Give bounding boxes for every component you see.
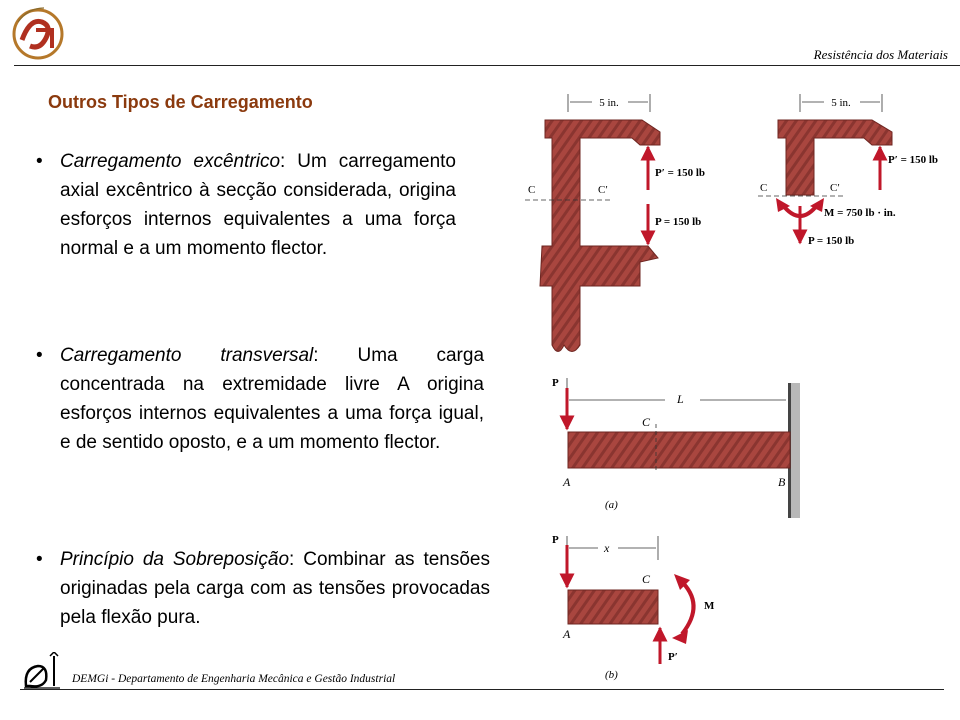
bullet-superposition: • Princípio da Sobreposição: Combinar as tensões originadas pela carga com as tensões provocadas pela flexão pura.: [60, 545, 490, 632]
free-body-label-a: A: [563, 627, 571, 641]
clamp-section-figure: [758, 94, 938, 247]
cantilever-label-l: L: [677, 392, 684, 406]
free-body-label-p: P: [552, 534, 559, 546]
cantilever-label-c: C: [642, 415, 651, 429]
cantilever-label-b: B: [778, 475, 786, 489]
footer-divider: [20, 689, 944, 690]
header-title: Resistência dos Materiais: [813, 47, 948, 62]
free-body-label-m: M: [704, 600, 715, 612]
wall-support: [790, 383, 800, 518]
free-body-moment-arrow: [680, 580, 694, 634]
bullet-eccentric-loading: • Carregamento excêntrico: Um carregamento axial excêntrico à secção considerada, origina esforços internos equivalentes a uma força normal e a um momento flector.: [60, 147, 456, 263]
section-label-moment: M = 750 lb · in.: [824, 207, 896, 219]
free-body-label-x: x: [604, 541, 610, 555]
section-label-p: P = 150 lb: [808, 235, 855, 247]
bullet-text: Uma carga concentrada na extremidade livre A origina esforços internos equivalentes a uma força igual, e de sentido oposto, e a um momento flector.: [60, 345, 485, 453]
clamp-label-c: C: [528, 184, 536, 196]
cantilever-label-a: A: [563, 475, 571, 489]
clamp-dim-label: 5 in.: [599, 97, 619, 109]
bullet-dot: •: [36, 549, 43, 570]
section-label-c-prime: C′: [830, 182, 840, 194]
bullet-dot: •: [36, 345, 43, 366]
bullet-lead: Princípio da Sobreposição: [60, 549, 290, 570]
bullet-text: Um carregamento axial excêntrico à secção considerada, origina esforços internos equivalentes a uma força normal e a um momento flector.: [60, 151, 457, 259]
cantilever-figure: [552, 377, 800, 518]
section-label-p-prime: P′ = 150 lb: [888, 154, 939, 166]
clamp-label-c-prime: C′: [598, 184, 608, 196]
clamp-figure: [525, 94, 705, 352]
section-label-c: C: [760, 182, 768, 194]
clamp-label-p-prime: P′ = 150 lb: [655, 167, 706, 179]
bullet-text: Combinar as tensões originadas pela carga com as tensões provocadas pela flexão pura.: [60, 549, 491, 628]
cantilever-caption: (a): [605, 499, 618, 511]
free-body-label-p-prime: P′: [668, 651, 678, 663]
free-body-figure: [552, 534, 715, 681]
slide-title: Outros Tipos de Carregamento: [48, 92, 313, 112]
cantilever-beam: [568, 432, 790, 468]
footer-text: DEMGi - Departamento de Engenharia Mecânica e Gestão Industrial: [72, 673, 396, 685]
bullet-transverse-loading: • Carregamento transversal: Uma carga concentrada na extremidade livre A origina esforços internos equivalentes a uma força igual, e de sentido oposto, e a um momento flector.: [60, 341, 484, 457]
clamp-label-p: P = 150 lb: [655, 216, 702, 228]
free-body-label-c: C: [642, 572, 651, 586]
cantilever-label-p: P: [552, 377, 559, 389]
free-body-beam: [568, 590, 658, 624]
demgi-logo: [20, 652, 64, 692]
free-body-caption: (b): [605, 669, 618, 681]
section-dim-label: 5 in.: [831, 97, 851, 109]
bullet-lead: Carregamento excêntrico: [60, 151, 281, 172]
bullet-lead: Carregamento transversal: [60, 345, 314, 366]
bullet-dot: •: [36, 151, 43, 172]
